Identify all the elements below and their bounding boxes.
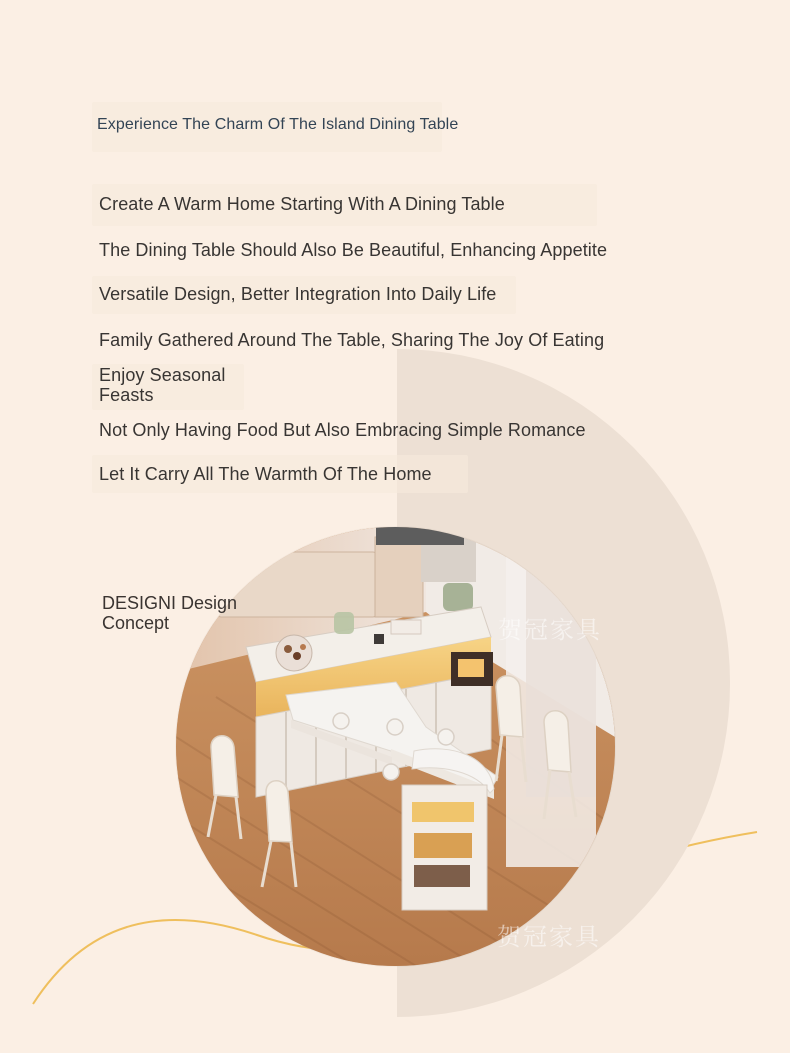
text-line-3: Versatile Design, Better Integration Into Daily Life <box>99 284 497 304</box>
text-line-7: Let It Carry All The Warmth Of The Home <box>99 464 432 484</box>
text-line-1: Create A Warm Home Starting With A Dining Table <box>99 194 505 214</box>
text-line-4: Family Gathered Around The Table, Sharing The Joy Of Eating <box>99 330 605 350</box>
design-concept-label: DESIGNI Design Concept <box>102 593 238 633</box>
text-line-2: The Dining Table Should Also Be Beautiful, Enhancing Appetite <box>99 240 608 260</box>
watermark-bottom: 贺冠家具 <box>497 924 601 951</box>
page-title: Experience The Charm Of The Island Dining Table <box>97 116 459 133</box>
text-line-5: Enjoy Seasonal Feasts <box>99 365 226 405</box>
text-line-6: Not Only Having Food But Also Embracing Simple Romance <box>99 420 586 440</box>
watermark-top: 贺冠家具 <box>498 617 602 644</box>
